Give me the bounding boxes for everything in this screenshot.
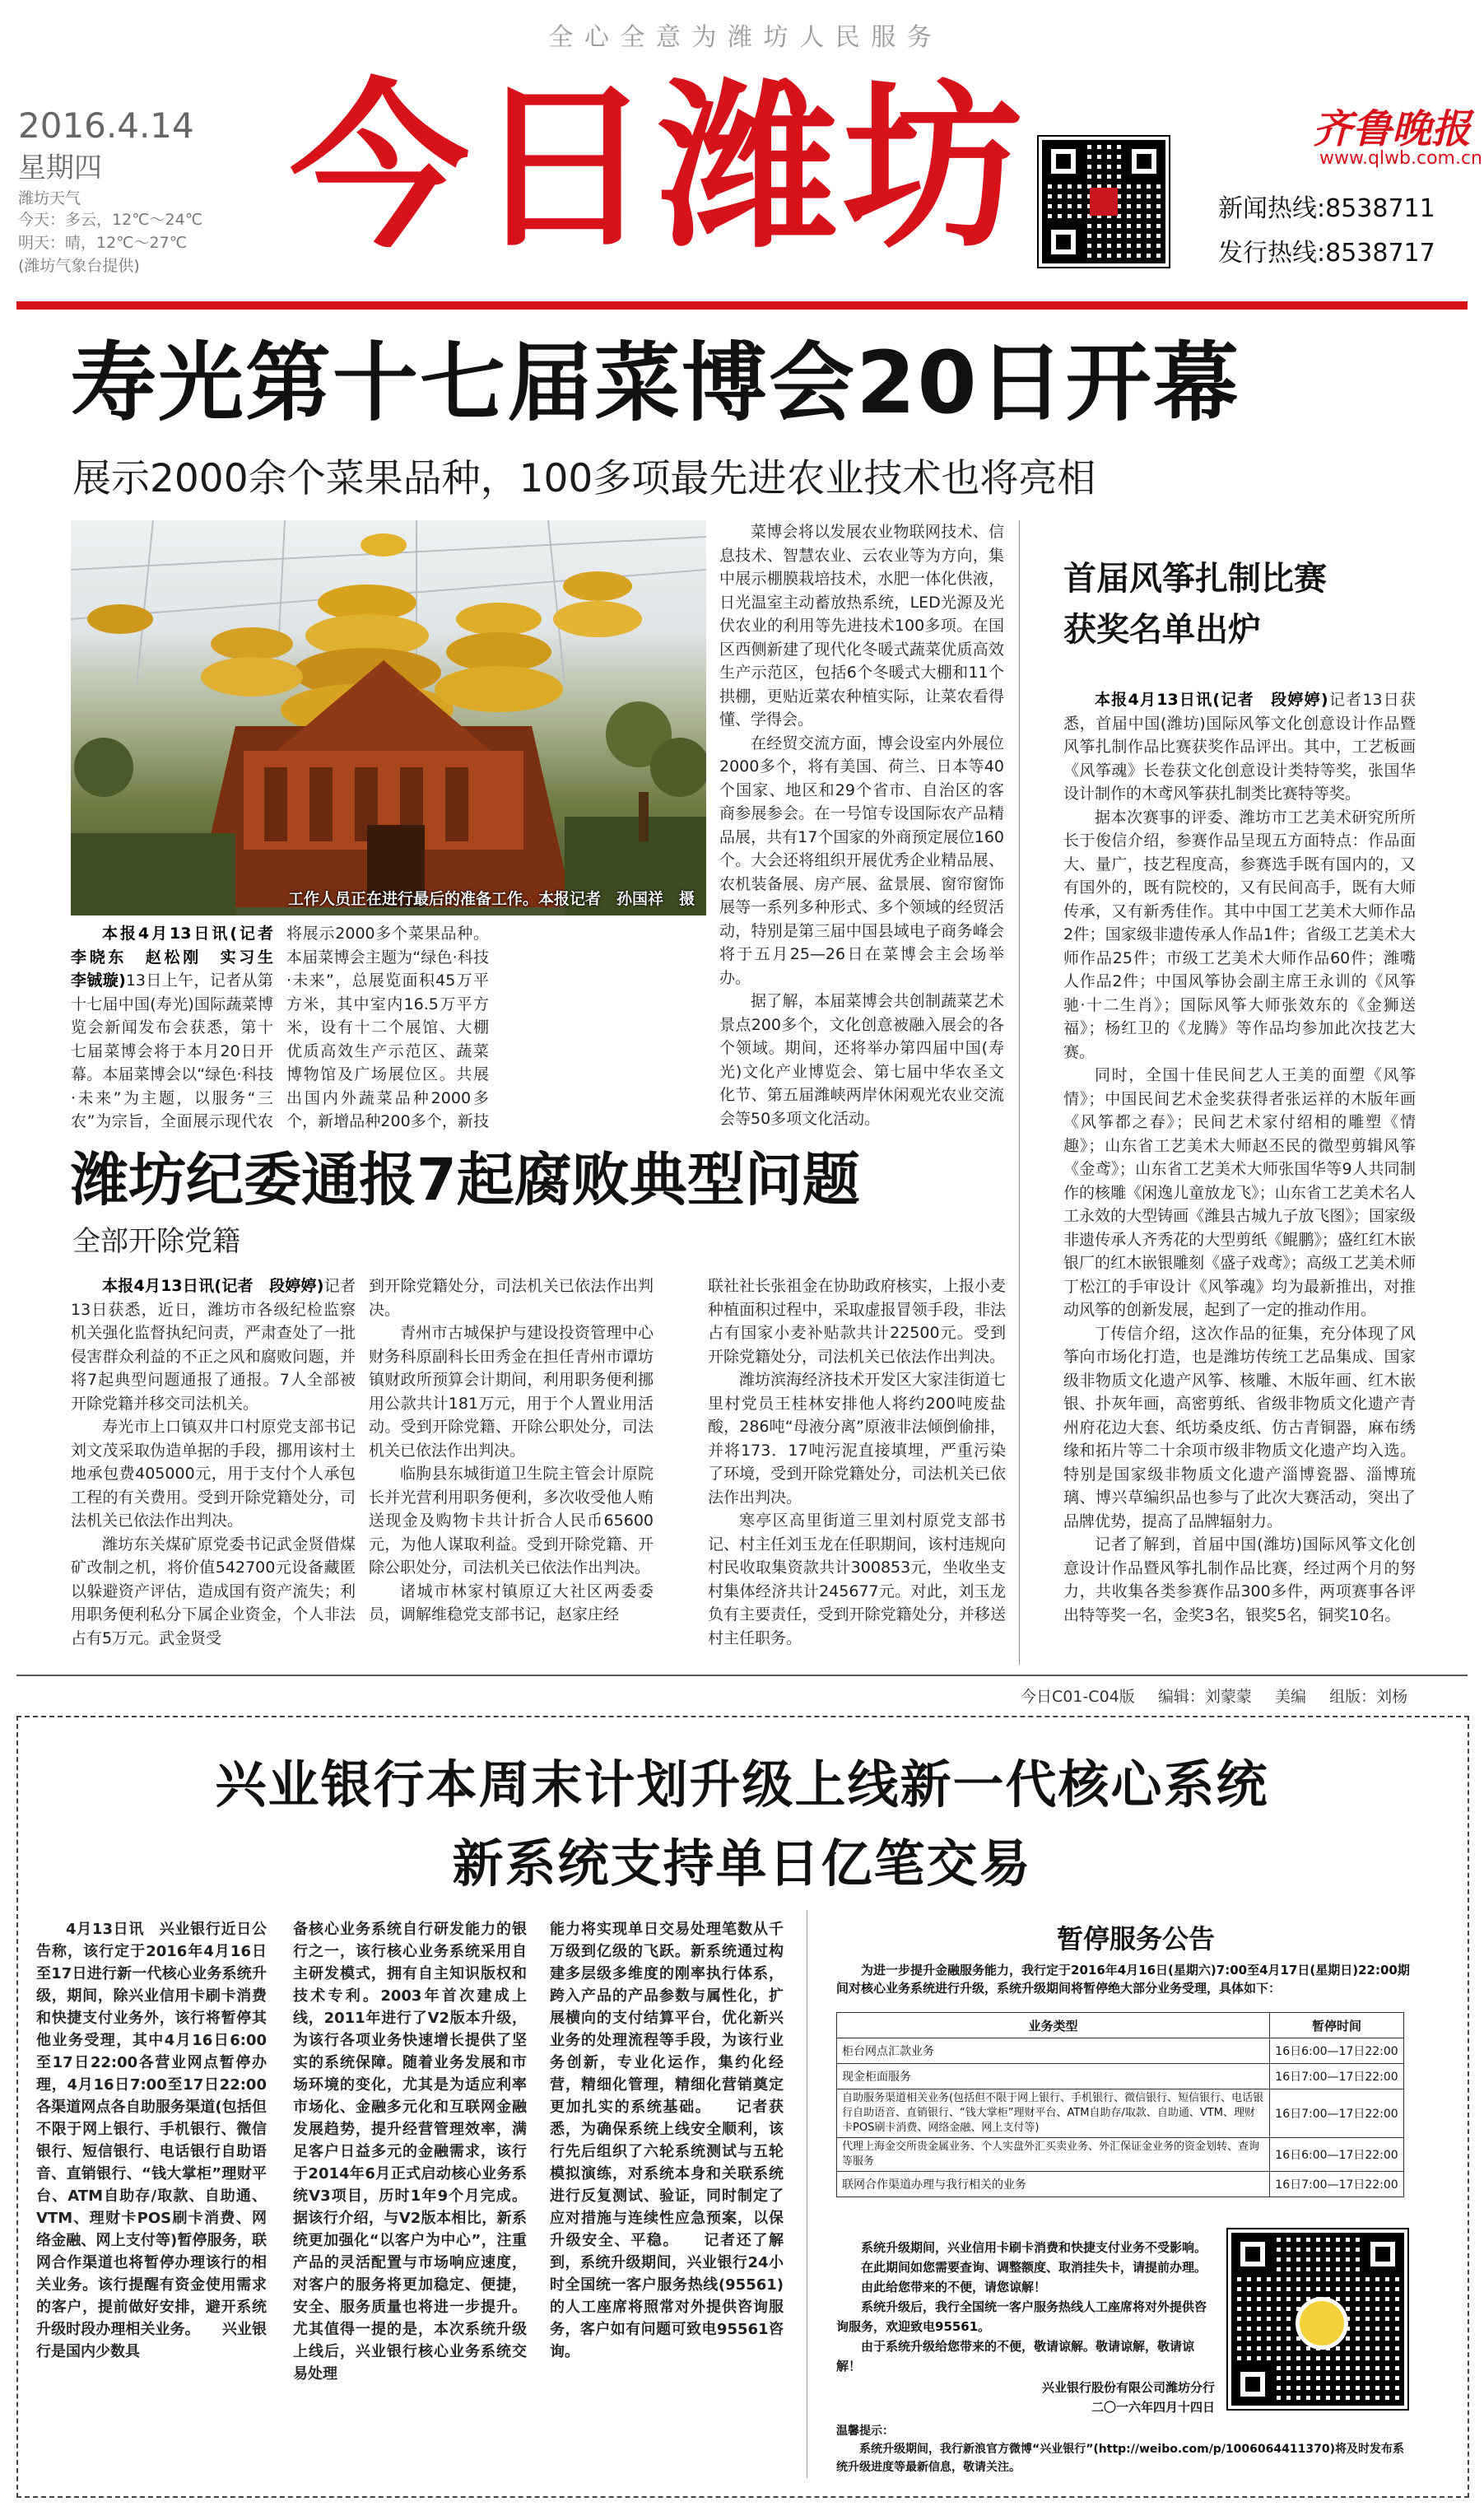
story1-headline: 寿光第十七届菜博会20日开幕: [71, 333, 1240, 433]
story2-body: [1063, 688, 1416, 1661]
story2-p2: 据本次赛事的评委、潍坊市工艺美术研究所所长于俊信介绍，参赛作品呈现五方面特点：作品面大、量广，技艺程度高，参赛选手既有国内的，又有国外的，既有院校的，又有民间高手，既有大师传承，又有新秀佳作。其中中国工艺美术大师作品2件；国家级非遗传承人作品1件；省级工艺美术大师作品25件；市级工艺美术大师作品60件；潍嘴人作品2件；中国风筝协会副主席王永训的《风筝驰·十二生肖》；国际风筝大师张效东的《金狮送福》；杨红卫的《龙腾》等作品均参加此次技艺大赛。: [1063, 808, 1416, 1061]
notice-date: 二〇一六年四月十四日: [1091, 2400, 1215, 2415]
tip-text: 系统升级期间，我行新浪官方微博“兴业银行”(http://weibo.com/p/1006064411370)将及时发布系统升级进度等最新信息，敬请关注。: [836, 2443, 1404, 2474]
masthead-qr-code: [1039, 137, 1169, 267]
notice-tip: [836, 2422, 1412, 2476]
story2-headline: [1063, 553, 1442, 655]
masthead-title: 今日潍坊: [290, 62, 1027, 273]
story3-col2c: 临朐县东城街道卫生院主管会计原院长并光营利用职务便利，多次收受他人贿送现金及购物卡共计折合人民币65600元，为他人谋取利益。受到开除党籍、开除公职处分，司法机关已依法作出判决。: [369, 1465, 654, 1577]
footer-editor: 编辑：刘蒙蒙: [1157, 1688, 1252, 1706]
story2-p4: 丁传信介绍，这次作品的征集，充分体现了风筝向市场化打造，也是潍坊传统工艺品集成、国家级非物质文化遗产风筝、核雕、木版年画、红木嵌银、扑灰年画，高密剪纸、省级非物质文化遗产青州府花边大套、纸坊桑皮纸、仿古青铜器，麻布绣缘和拓片等二十余项市级非物质文化遗产均入选。特别是国家级非物质文化遗产淄博瓷器、淄博琉璃、博兴草编织品也参与了此次大赛活动，突出了品牌优势，提高了品牌辐射力。: [1063, 1324, 1416, 1530]
footer-credits: [1021, 1684, 1407, 1707]
notice-signer: 兴业银行股份有限公司潍坊分行: [1041, 2380, 1215, 2395]
table-cell-time: 16日7:00—17日22:00: [1270, 2064, 1404, 2089]
story2-headline-line2: 获奖名单出炉: [1063, 611, 1261, 649]
story1-subhead: 展示2000余个菜果品种，100多项最先进农业技术也将亮相: [72, 456, 1096, 501]
table-row: [837, 2089, 1404, 2138]
greenhouse-exhibit-illustration: [71, 520, 706, 915]
notice-p1: 系统升级期间，兴业信用卡刷卡消费和快捷支付业务不受影响。: [861, 2240, 1207, 2255]
story3-col1b: 寿光市上口镇双井口村原党支部书记刘文茂采取伪造单据的手段，挪用该村土地承包费405000元，用于支付个人承包工程的有关费用。受到开除党籍处分，司法机关已依法作出判决。: [71, 1418, 356, 1530]
footer-designer: 美编: [1274, 1688, 1306, 1706]
table-cell-time: 16日6:00—17日22:00: [1270, 2038, 1404, 2064]
story3-col2a: 到开除党籍处分，司法机关已依法作出判决。: [369, 1277, 654, 1319]
ad-col1: [36, 1918, 267, 2478]
story1-photo-caption: 工作人员正在进行最后的准备工作。本报记者 孙国祥 摄: [287, 890, 695, 908]
story3-col2b: 青州市古城保护与建设投资管理中心财务科原副科长田秀金在担任青州市谭坊镇财政所预算会计期间，利用职务便利挪用公款共计181万元，用于个人置业用活动。受到开除党籍、开除公职处分，司法机关已依法作出判决。: [369, 1324, 654, 1460]
ad-col3: [550, 1918, 784, 2478]
table-row: [837, 2138, 1404, 2172]
weather-today: 今天：多云，12℃～24℃: [18, 211, 203, 229]
story1-col2-text: 将展示2000多个菜果品种。本届菜博会主题为“绿色·科技·未来”，总展览面积45万平方米，其中室内16.5万平方米，设有十二个展馆、大棚优质高效生产示范区、蔬菜博物馆及广场展位区。共展出国内外蔬菜品种2000多个，新增品种200多个，新技: [286, 925, 489, 1130]
table-row: [837, 2064, 1404, 2089]
brand-site: www.qlwb.com.cn: [1319, 148, 1482, 169]
ad-headline1: 兴业银行本周末计划升级上线新一代核心系统: [215, 1754, 1269, 1815]
story3-col3: [708, 1274, 1006, 1665]
table-cell-type: 柜台网点汇款业务: [837, 2038, 1270, 2064]
masthead-slogan: 全 心 全 意 为 潍 坊 人 民 服 务: [548, 23, 933, 52]
table-cell-type: 联网合作渠道办理与我行相关的业务: [837, 2172, 1270, 2197]
table-header-time: 暂停时间: [1270, 2013, 1404, 2038]
weather-source: (潍坊气象台提供): [18, 257, 140, 275]
delivery-hotline: 发行热线:8538717: [1218, 239, 1435, 268]
table-cell-time: 16日7:00—17日22:00: [1270, 2172, 1404, 2197]
notice-body: [836, 2238, 1215, 2417]
story3-col2: [369, 1274, 654, 1665]
story1-byline: 本报4月13日讯(记者 李晓东 赵松刚 实习生 李铖璇): [71, 925, 273, 990]
masthead: [0, 0, 1484, 313]
story2-headline-line1: 首届风筝扎制比赛: [1063, 560, 1327, 598]
issue-weekday: 星期四: [18, 151, 102, 184]
story1-col3a: 菜博会将以发展农业物联网技术、信息技术、智慧农业、云农业等为方向，集中展示棚膜栽培技术，水肥一体化供液，日光温室主动蓄放热系统，LED光源及光伏农业的利用等先进技术100多项。在国区西侧新建了现代化冬暖式蔬菜优质高效生产示范区，包括6个冬暖式大棚和11个拱棚，更贴近菜农种植实际，让菜农看得懂、学得会。: [719, 523, 1004, 729]
table-cell-time: 16日7:00—17日22:00: [1270, 2089, 1404, 2138]
ad-headline2: 新系统支持单日亿笔交易: [452, 1833, 1032, 1894]
story1-photo: [71, 520, 706, 915]
notice-title: 暂停服务公告: [1056, 1923, 1215, 1954]
story3-subhead: 全部开除党籍: [72, 1225, 240, 1258]
ad-col2-text: 备核心业务系统自行研发能力的银行之一，该行核心业务系统采用自主研发模式，拥有自主知识版权和技术专利。2003年首次建成上线，2011年进行了V2版本升级，为该行各项业务快速增长提供了坚实的系统保障。随着业务发展和市场环境的变化，尤其是为适应利率市场化、金融多元化和互联网金融发展趋势，提升经营管理效率，满足客户日益多元的金融需求，该行于2014年6月正式启动核心业务系统V3项目，历时1年9个月完成。据该行介绍，与V2版本相比，新系统更加强化“以客户为中心”，注重产品的灵活配置与市场响应速度，对客户的服务将更加稳定、便捷，安全、服务质量也将进一步提升。尤其值得一提的是，本次系统升级上线后，兴业银行核心业务系统交易处理: [293, 1921, 527, 2383]
weather-title: 潍坊天气: [18, 189, 81, 207]
footer-proof: 组版：刘杨: [1329, 1688, 1408, 1706]
story3-col1c: 潍坊东关煤矿原党委书记武金贤借煤矿改制之机，将价值542700元设备藏匿以躲避资产评估，造成国有资产流失；利用职务便利私分下属企业资金，个人非法占有5万元。武金贤受: [71, 1535, 356, 1647]
table-cell-type: 自助服务渠道相关业务(包括但不限于网上银行、手机银行、微信银行、短信银行、电话银行自助语音、直销银行、“钱大掌柜”理财平台、ATM自助存/取款、自助通、VTM、理财卡POS刷卡消费、网络金融、网上支付等): [837, 2089, 1270, 2138]
notice-p3: 由此给您带来的不便，请您谅解！: [861, 2280, 1047, 2294]
footer-pages: 今日C01-C04版: [1021, 1688, 1135, 1706]
story1-col1-text: 13日上午，记者从第十七届中国(寿光)国际蔬菜博览会新闻发布会获悉，第十七届菜博会将于本月20日开幕。本届菜博会以“绿色·科技·未来”为主题，以服务“三农”为宗旨，全面展示现代农: [71, 971, 273, 1130]
story3-col3a: 联社社长张祖金在协助政府核实，上报小麦种植面积过程中，采取虚报冒领手段，非法占有国家小麦补贴款共计22500元。受到开除党籍处分，司法机关已依法作出判决。: [708, 1277, 1006, 1366]
story2-byline: 本报4月13日讯(记者 段婷婷): [1095, 691, 1328, 709]
story3-col1a: 记者13日获悉，近日，潍坊市各级纪检监察机关强化监督执纪问责，严肃查处了一批侵害群众利益的不正之风和腐败问题，并将7起典型问题通报了通报。7人全部被开除党籍并移交司法机关。: [71, 1277, 356, 1413]
masthead-rule: [16, 301, 1468, 310]
ad-qr-code: [1228, 2229, 1407, 2409]
story3-col2d: 诸城市林家村镇原辽大社区两委委员，调解维稳党支部书记，赵家庄经: [369, 1582, 654, 1624]
story3-col3c: 寒亭区高里街道三里刘村原党支部书记、村主任刘玉龙在任职期间，该村违规向村民收取集资款共计300853元，坐收坐支村集体经济共计245677元。对此，刘玉龙负有主要责任，受到开除党籍处分，并移送村主任职务。: [708, 1512, 1006, 1647]
story3-col3b: 潍坊滨海经济技术开发区大家洼街道七里村党员王桂林安排他人将约200吨废盐酸，286吨“母液分离”原液非法倾倒偷排，并将173．17吨污泥直接填埋，严重污染了环境，受到开除党籍处分，司法机关已依法作出判决。: [708, 1371, 1006, 1507]
story2-p3: 同时，全国十佳民间艺人王美的面塑《风筝情》；中国民间艺术金奖获得者张运祥的木版年画《风筝都之春》；民间艺术家付绍相的雕塑《情趣》；山东省工艺美术大师赵丕民的微型剪辑风筝《金鸢》；山东省工艺美术大师张国华等9人共同制作的核雕《闲逸儿童放龙飞》；山东省工艺美术名人工永效的大型铸画《潍县古城九子放飞图》；国家级非遗传承人齐秀花的大型剪纸《鲲鹏》；盛红红木嵌银厂的红木嵌银雕刻《盛子戏鸢》；高级工艺美术师丁松江的手审设计《风筝魂》均为最新推出，对推动风筝的创新发展，起到了一定的推动作用。: [1063, 1066, 1416, 1319]
story3-headline: 潍坊纪委通报7起腐败典型问题: [71, 1146, 860, 1214]
story1-col2: [286, 922, 489, 1136]
story2-p5: 记者了解到，首届中国(潍坊)国际风筝文化创意设计作品暨风筝扎制作品比赛，经过两个月的努力，共收集各类参赛作品300多件，两项赛事各评出特等奖一名，金奖3名，银奖5名，铜奖10名。: [1063, 1535, 1416, 1624]
notice-intro: 为进一步提升金融服务能力，我行定于2016年4月16日(星期六)7:00至4月17日(星期日)22:00期间对核心业务系统进行升级，系统升级期间将暂停绝大部分业务受理，具体如下：: [836, 1963, 1410, 1996]
story3-col1: [71, 1274, 356, 1665]
brand-logo: 齐鲁晚报: [1313, 106, 1472, 152]
table-row: [837, 2172, 1404, 2197]
table-cell-type: 代理上海金交所贵金属业务、个人实盘外汇买卖业务、外汇保证金业务的资金划转、查询等服务: [837, 2138, 1270, 2172]
ad-col1-text: 4月13日讯 兴业银行近日公告称，该行定于2016年4月16日至17日进行新一代核心业务系统升级，期间，除兴业信用卡刷卡消费和快捷支付业务外，该行将暂停其他业务受理，其中4月16日6:00至17日22:00各营业网点暂停办理，4月16日7:00至17日22:00各渠道网点各自助服务渠道(包括但不限于网上银行、手机银行、微信银行、短信银行、电话银行自助语音、直销银行、“钱大掌柜”理财平台、ATM自助存/取款、自助通、VTM、理财卡POS刷卡消费、网络金融、网上支付等)暂停服务，联网合作渠道也将暂停办理该行的相关业务。该行提醒有资金使用需求的客户，提前做好安排，避开系统升级时段办理相关业务。 兴业银行是国内少数具: [36, 1921, 267, 2360]
notice-p2: 在此期间如您需要查询、调整额度、取消挂失卡，请提前办理。: [861, 2260, 1207, 2275]
table-cell-type: 现金柜面服务: [837, 2064, 1270, 2089]
notice-p4: 系统升级后，我行全国统一客户服务热线人工座席将对外提供咨询服务，欢迎致电95561。: [836, 2299, 1207, 2334]
story1-col3: [719, 520, 1004, 1136]
story1-col1: [71, 922, 273, 1136]
news-hotline: 新闻热线:8538711: [1218, 194, 1435, 223]
story1-col3c: 据了解，本届菜博会共创制蔬菜艺术景点200多个，文化创意被融入展会的各个领域。期间，还将举办第四届中国(寿光)文化产业博览会、第七届中华农圣文化节、第五届潍峡两岸休闲观光农业交流会等50多项文化活动。: [719, 992, 1004, 1128]
story1-col3b: 在经贸交流方面，博会设室内外展位2000多个，将有美国、荷兰、日本等40个国家、地区和29个省市、自治区的客商参展参会。在一号馆专设国际农产品精品展，共有17个国家的外商预定展位160个。大会还将组织开展优秀企业精品展、农机装备展、房产展、盆景展、窗帘窗饰展等一系列多种形式、多个领域的经贸活动，特别是第三届中国县域电子商务峰会将于五月25—26日在菜博会主会场举办。: [719, 734, 1004, 987]
footer-rule: [16, 1675, 1468, 1676]
notice-p5: 由于系统升级给您带来的不便，敬请谅解。敬请谅解，敬请谅解！: [836, 2339, 1195, 2374]
issue-date: 2016.4.14: [18, 105, 194, 146]
ad-col2: [293, 1918, 527, 2478]
ad-col3-text: 能力将实现单日交易处理笔数从千万级到亿级的飞跃。新系统通过构建多层级多维度的刚率执行体系，跨入产品的产品参数与属性化，扩展横向的支付结算平台，优化新兴业务的处理流程等手段，为该行业务创新，专业化运作，集约化经营，精细化管理，精细化营销奠定更加扎实的系统基础。 记者获悉，为确保系统上线安全顺利，该行先后组织了六轮系统测试与五轮模拟演练，对系统本身和关联系统进行反复测试、验证，同时制定了应对措施与连续性应急预案，以保升级安全、平稳。 记者还了解到，系统升级期间，兴业银行24小时全国统一客户服务热线(95561)的人工座席将照常对外提供咨询服务，客户如有问题可致电95561咨询。: [550, 1921, 784, 2360]
tip-label: 温馨提示：: [836, 2425, 894, 2438]
column-divider: [1019, 520, 1020, 1665]
story2-p1: 记者13日获悉，首届中国(潍坊)国际风筝文化创意设计作品暨风筝扎制作品比赛获奖作品评出。其中，工艺板画《风筝魂》长卷获文化创意设计类特等奖，张国华设计制作的木鸢风筝获扎制类比赛特等奖。: [1063, 691, 1416, 803]
table-header-type: 业务类型: [837, 2013, 1270, 2038]
weather-tomorrow: 明天：晴，12℃～27℃: [18, 234, 188, 252]
notice-table: [836, 2012, 1404, 2197]
story3-byline: 本报4月13日讯(记者 段婷婷): [102, 1277, 324, 1295]
table-row: [837, 2038, 1404, 2064]
table-cell-time: 16日6:00—17日22:00: [1270, 2138, 1404, 2172]
